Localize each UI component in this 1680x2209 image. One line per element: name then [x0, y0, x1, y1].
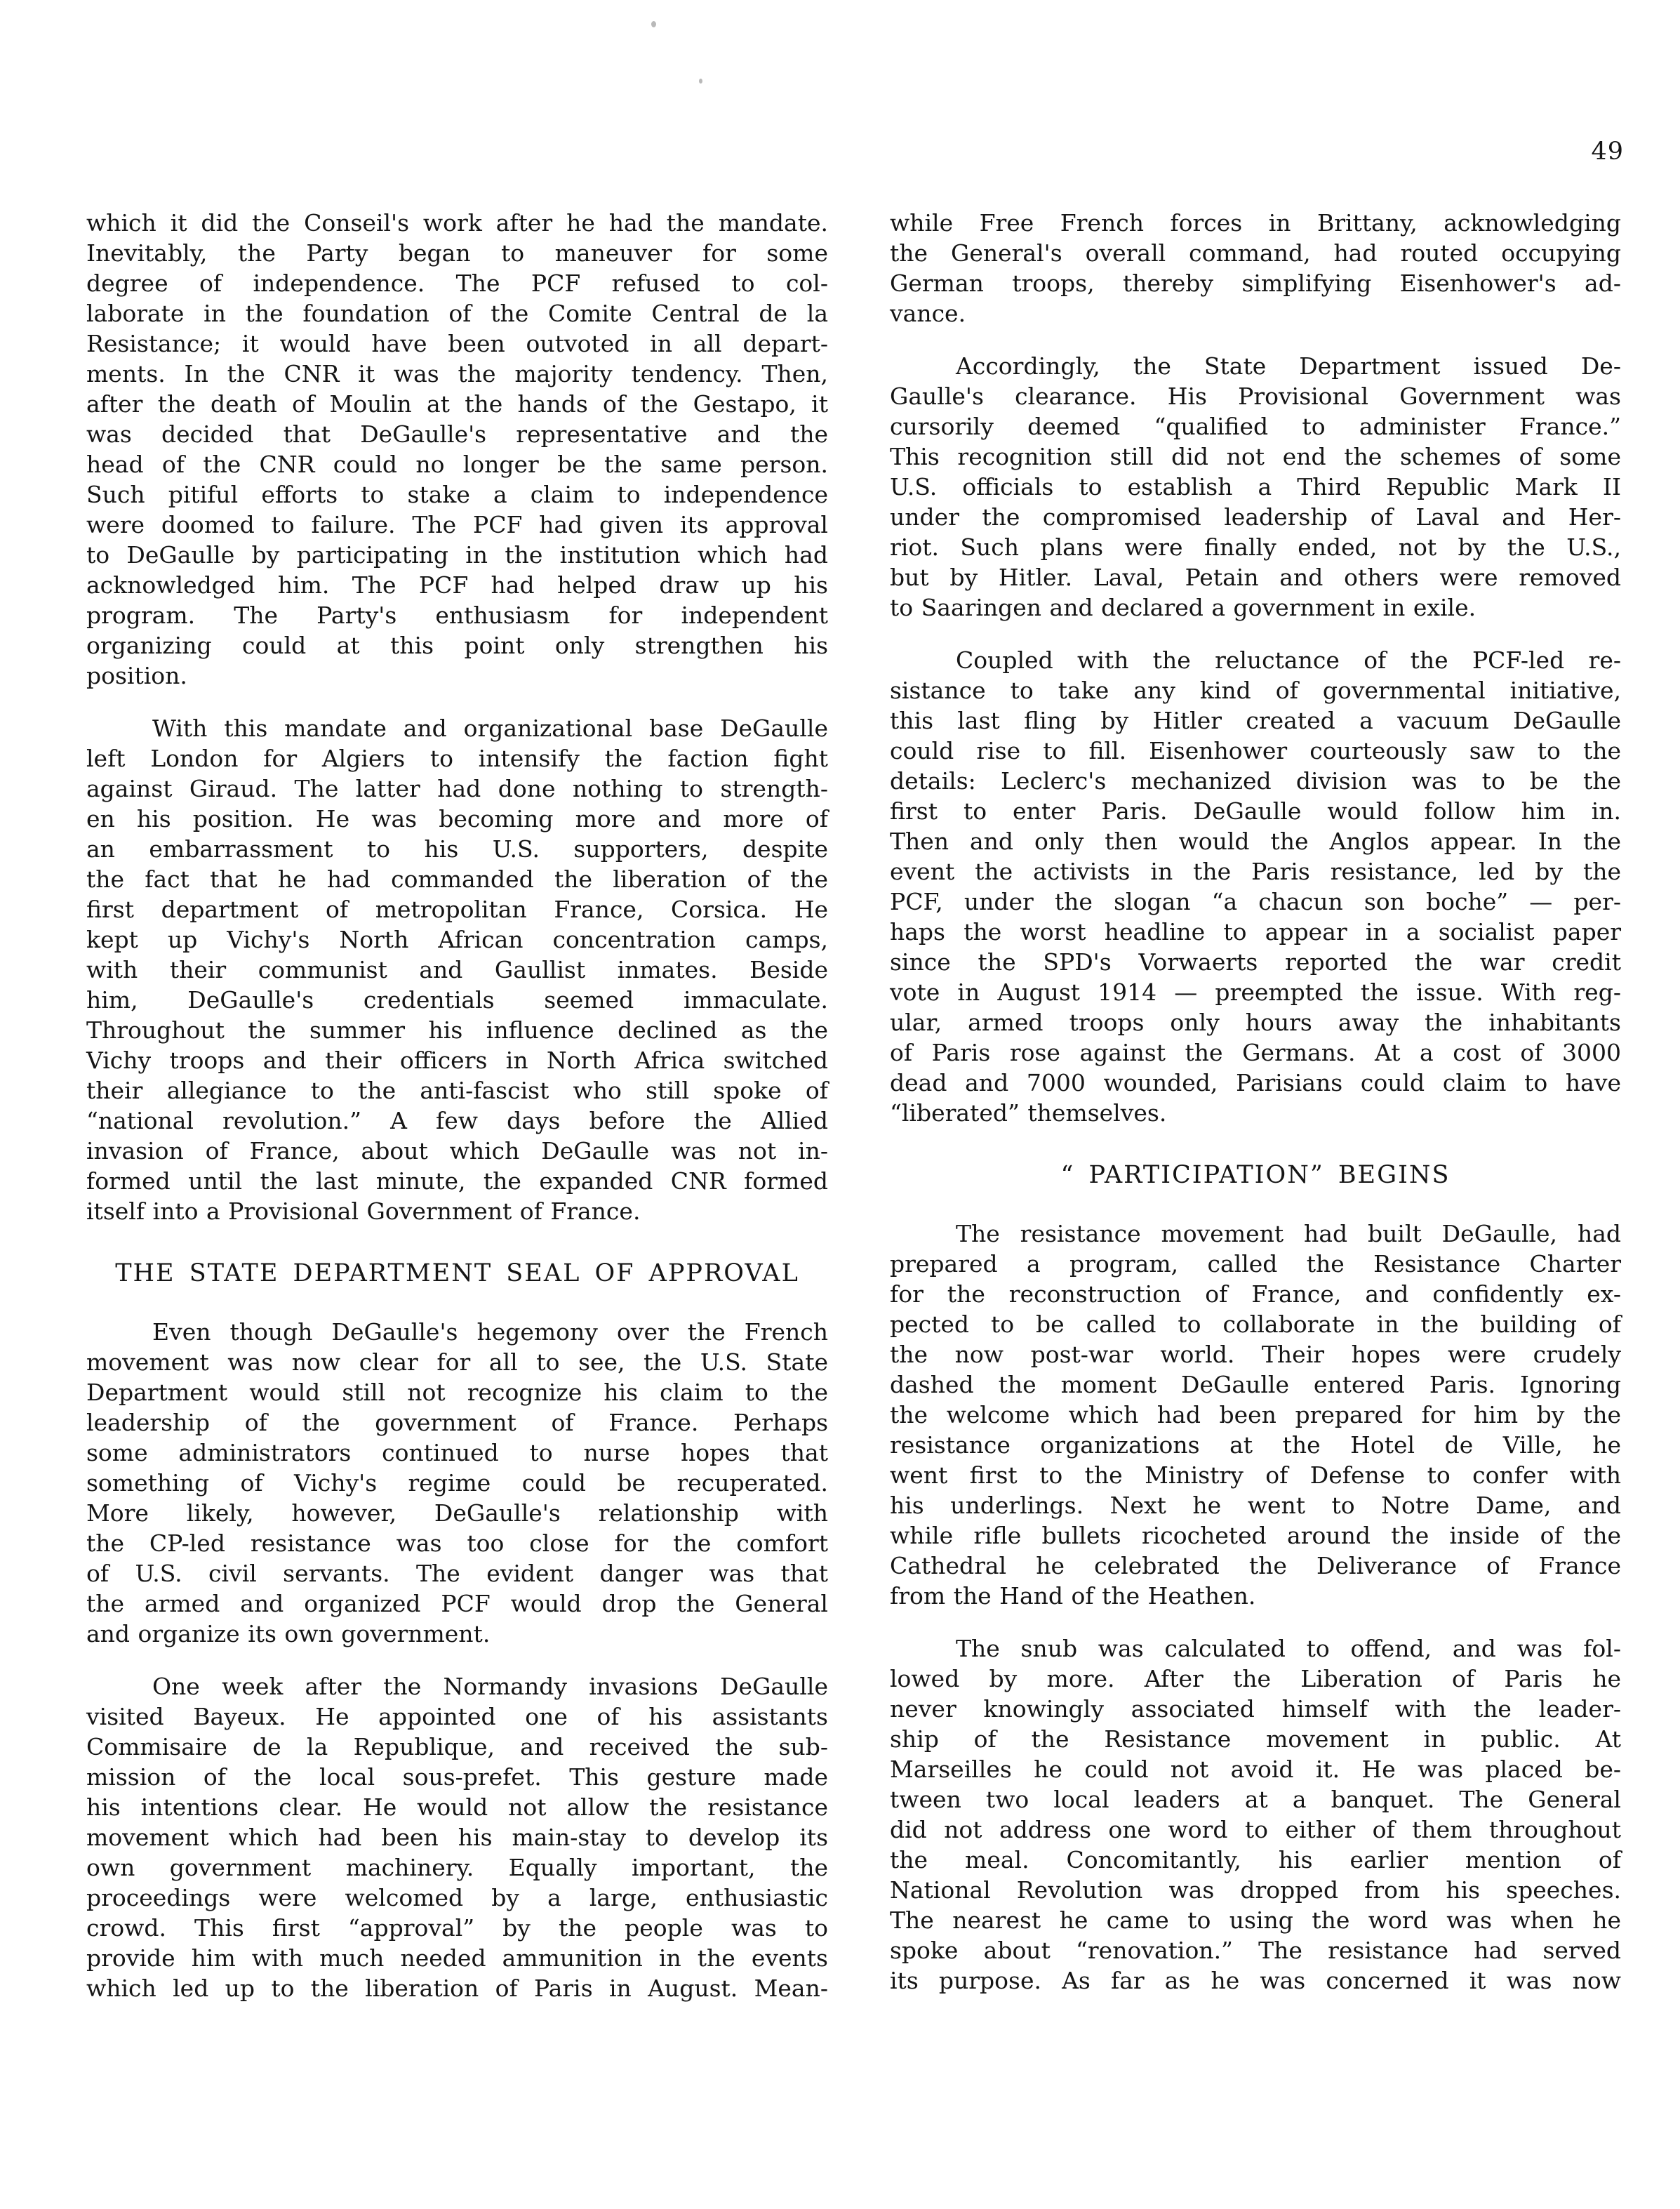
text-line: formed until the last minute, the expanded CNR formed [86, 1167, 828, 1195]
text-line: National Revolution was dropped from his speeches. [890, 1876, 1621, 1904]
text-line: movement which had been his main-stay to develop its [86, 1824, 828, 1851]
text-line: to Saaringen and declared a government in exile. [890, 594, 1476, 621]
text-line: their allegiance to the anti-fascist who still spoke of [86, 1077, 828, 1104]
text-line: The nearest he came to using the word was when he [890, 1906, 1621, 1934]
text-line: an embarrassment to his U.S. supporters, despite [86, 835, 828, 863]
text-line: of Paris rose against the Germans. At a cost of 3000 [890, 1039, 1621, 1066]
text-line: Gaulle's clearance. His Provisional Government was [890, 383, 1621, 410]
text-line: were doomed to failure. The PCF had given its approval [86, 511, 828, 538]
text-line: organizing could at this point only strengthen his [86, 632, 828, 659]
text-line: This recognition still did not end the schemes of some [890, 443, 1621, 470]
text-line: his intentions clear. He would not allow the resistance [86, 1793, 828, 1821]
text-line: the now post-war world. Their hopes were crudely [890, 1341, 1621, 1368]
text-line: own government machinery. Equally important, the [86, 1854, 828, 1881]
text-line: kept up Vichy's North African concentration camps, [86, 926, 828, 953]
text-line: him, DeGaulle's credentials seemed immaculate. [86, 986, 828, 1014]
text-line: The resistance movement had built DeGaulle, had [956, 1220, 1621, 1247]
text-line: degree of independence. The PCF refused to col- [86, 270, 828, 297]
text-line: first to enter Paris. DeGaulle would follow him in. [890, 797, 1621, 825]
text-line: but by Hitler. Laval, Petain and others were removed [890, 564, 1621, 591]
paragraph [86, 713, 828, 1226]
text-line: the welcome which had been prepared for him by the [890, 1401, 1621, 1428]
text-line: which led up to the liberation of Paris in August. Mean- [86, 1975, 828, 2002]
text-line: sistance to take any kind of governmental initiative, [890, 677, 1621, 704]
text-line: visited Bayeux. He appointed one of his assistants [86, 1703, 828, 1730]
text-line: Department would still not recognize his claim to the [86, 1379, 828, 1406]
text-line: riot. Such plans were finally ended, not by the U.S., [890, 533, 1621, 561]
text-line: spoke about “renovation.” The resistance had served [890, 1937, 1621, 1964]
text-line: PCF, under the slogan “a chacun son boche” — per- [890, 888, 1621, 915]
text-line: Vichy troops and their officers in North Africa switched [86, 1047, 828, 1074]
text-line: provide him with much needed ammunition in the events [86, 1944, 828, 1972]
text-line: invasion of France, about which DeGaulle was not in- [86, 1137, 828, 1165]
text-line: left London for Algiers to intensify the faction fight [86, 745, 828, 772]
text-line: details: Leclerc's mechanized division was to be the [890, 767, 1621, 795]
paragraph [86, 1317, 828, 1649]
paragraph [890, 645, 1621, 1128]
text-line: leadership of the government of France. Perhaps [86, 1409, 828, 1436]
text-line: movement was now clear for all to see, the U.S. State [86, 1348, 828, 1376]
text-line: cursorily deemed “qualified to administer France.” [890, 413, 1621, 440]
paragraph [890, 208, 1621, 329]
text-line: did not address one word to either of them throughout [890, 1816, 1621, 1843]
text-line: with their communist and Gaullist inmates. Beside [86, 956, 828, 983]
text-line: the meal. Concomitantly, his earlier mention of [890, 1846, 1621, 1873]
scan-speck [651, 21, 656, 27]
text-line: One week after the Normandy invasions DeGaulle [152, 1673, 828, 1700]
text-line: of U.S. civil servants. The evident danger was that [86, 1560, 828, 1587]
text-line: proceedings were welcomed by a large, enthusiastic [86, 1884, 828, 1911]
paragraph [86, 1671, 828, 2003]
text-line: dead and 7000 wounded, Parisians could claim to have [890, 1069, 1621, 1096]
text-line: “national revolution.” A few days before the Allied [86, 1107, 828, 1134]
text-line: Accordingly, the State Department issued De- [956, 352, 1621, 380]
text-line: acknowledged him. The PCF had helped draw up his [86, 571, 828, 599]
text-line: Commisaire de la Republique, and received the sub- [86, 1733, 828, 1760]
text-line: Coupled with the reluctance of the PCF-led re- [956, 646, 1621, 674]
text-line: Then and only then would the Anglos appear. In the [890, 828, 1621, 855]
text-line: could rise to fill. Eisenhower courteously saw to the [890, 737, 1621, 764]
text-line: prepared a program, called the Resistance Charter [890, 1250, 1621, 1278]
paragraph [890, 351, 1621, 623]
text-line: ments. In the CNR it was the majority tendency. Then, [86, 360, 828, 387]
text-line: event the activists in the Paris resistance, led by the [890, 858, 1621, 885]
text-line: his underlings. Next he went to Notre Dame, and [890, 1492, 1621, 1519]
text-line: itself into a Provisional Government of France. [86, 1198, 641, 1225]
text-line: some administrators continued to nurse hopes that [86, 1439, 828, 1466]
text-line: its purpose. As far as he was concerned it was now [890, 1967, 1621, 1994]
text-line: dashed the moment DeGaulle entered Paris. Ignoring [890, 1371, 1621, 1398]
text-line: since the SPD's Vorwaerts reported the war credit [890, 948, 1621, 976]
text-line: the CP-led resistance was too close for the comfort [86, 1530, 828, 1557]
text-line: program. The Party's enthusiasm for independent [86, 602, 828, 629]
text-line: The snub was calculated to offend, and was fol- [956, 1635, 1621, 1662]
text-line: which it did the Conseil's work after he had the mandate. [86, 209, 828, 237]
text-line: Such pitiful efforts to stake a claim to independence [86, 481, 828, 508]
text-line: Resistance; it would have been outvoted in all depart- [86, 330, 828, 357]
text-line: en his position. He was becoming more and more of [86, 805, 828, 832]
text-line: the fact that he had commanded the liberation of the [86, 865, 828, 893]
text-line: vance. [890, 300, 966, 327]
text-line: this last fling by Hitler created a vacuum DeGaulle [890, 707, 1621, 734]
scan-speck [699, 79, 702, 84]
text-line: for the reconstruction of France, and confidently ex- [890, 1280, 1621, 1308]
text-line: pected to be called to collaborate in the building of [890, 1311, 1621, 1338]
text-line: never knowingly associated himself with the leader- [890, 1695, 1621, 1723]
text-line: the armed and organized PCF would drop the General [86, 1590, 828, 1617]
text-line: With this mandate and organizational base DeGaulle [152, 715, 828, 742]
text-line: Marseilles he could not avoid it. He was placed be- [890, 1756, 1621, 1783]
text-line: was decided that DeGaulle's representative and the [86, 420, 828, 448]
text-line: under the compromised leadership of Laval and Her- [890, 503, 1621, 531]
text-line: ship of the Resistance movement in public. At [890, 1725, 1621, 1753]
text-line: after the death of Moulin at the hands of the Gestapo, it [86, 390, 828, 418]
text-line: mission of the local sous-prefet. This gesture made [86, 1763, 828, 1791]
paragraph [890, 1633, 1621, 1996]
text-line: Throughout the summer his influence declined as the [86, 1016, 828, 1044]
section-heading: THE STATE DEPARTMENT SEAL OF APPROVAL [115, 1259, 799, 1287]
text-line: More likely, however, DeGaulle's relationship with [86, 1499, 828, 1527]
text-line: Inevitably, the Party began to maneuver for some [86, 239, 828, 267]
text-line: against Giraud. The latter had done nothing to strength- [86, 775, 828, 802]
text-line: while rifle bullets ricocheted around the inside of the [890, 1522, 1621, 1549]
page-number: 49 [1591, 138, 1624, 166]
text-line: position. [86, 662, 187, 689]
text-line: resistance organizations at the Hotel de Ville, he [890, 1431, 1621, 1459]
text-line: to DeGaulle by participating in the institution which had [86, 541, 828, 569]
text-line: while Free French forces in Brittany, acknowledging [890, 209, 1621, 237]
text-line: lowed by more. After the Liberation of Paris he [890, 1665, 1621, 1692]
left-column [86, 208, 828, 2003]
text-line: ular, armed troops only hours away the inhabitants [890, 1009, 1621, 1036]
text-line: Cathedral he celebrated the Deliverance of France [890, 1552, 1621, 1579]
paragraph [86, 208, 828, 691]
text-line: head of the CNR could no longer be the same person. [86, 451, 828, 478]
text-line: vote in August 1914 — preempted the issue. With reg- [890, 979, 1621, 1006]
right-column [890, 208, 1621, 1996]
text-line: and organize its own government. [86, 1620, 491, 1647]
text-line: Even though DeGaulle's hegemony over the French [152, 1318, 828, 1346]
text-line: something of Vichy's regime could be recuperated. [86, 1469, 828, 1497]
text-line: the General's overall command, had routed occupying [890, 239, 1621, 267]
text-line: tween two local leaders at a banquet. The General [890, 1786, 1621, 1813]
text-line: haps the worst headline to appear in a socialist paper [890, 918, 1621, 946]
text-line: laborate in the foundation of the Comite Central de la [86, 300, 828, 327]
text-line: “liberated” themselves. [890, 1099, 1167, 1127]
text-line: first department of metropolitan France, Corsica. He [86, 896, 828, 923]
text-line: went first to the Ministry of Defense to confer with [890, 1461, 1621, 1489]
text-line: from the Hand of the Heathen. [890, 1582, 1256, 1610]
text-line: U.S. officials to establish a Third Republic Mark II [890, 473, 1621, 500]
text-line: crowd. This first “approval” by the people was to [86, 1914, 828, 1942]
section-heading: “ PARTICIPATION” BEGINS [1060, 1161, 1451, 1189]
paragraph [890, 1219, 1621, 1611]
text-line: German troops, thereby simplifying Eisenhower's ad- [890, 270, 1621, 297]
